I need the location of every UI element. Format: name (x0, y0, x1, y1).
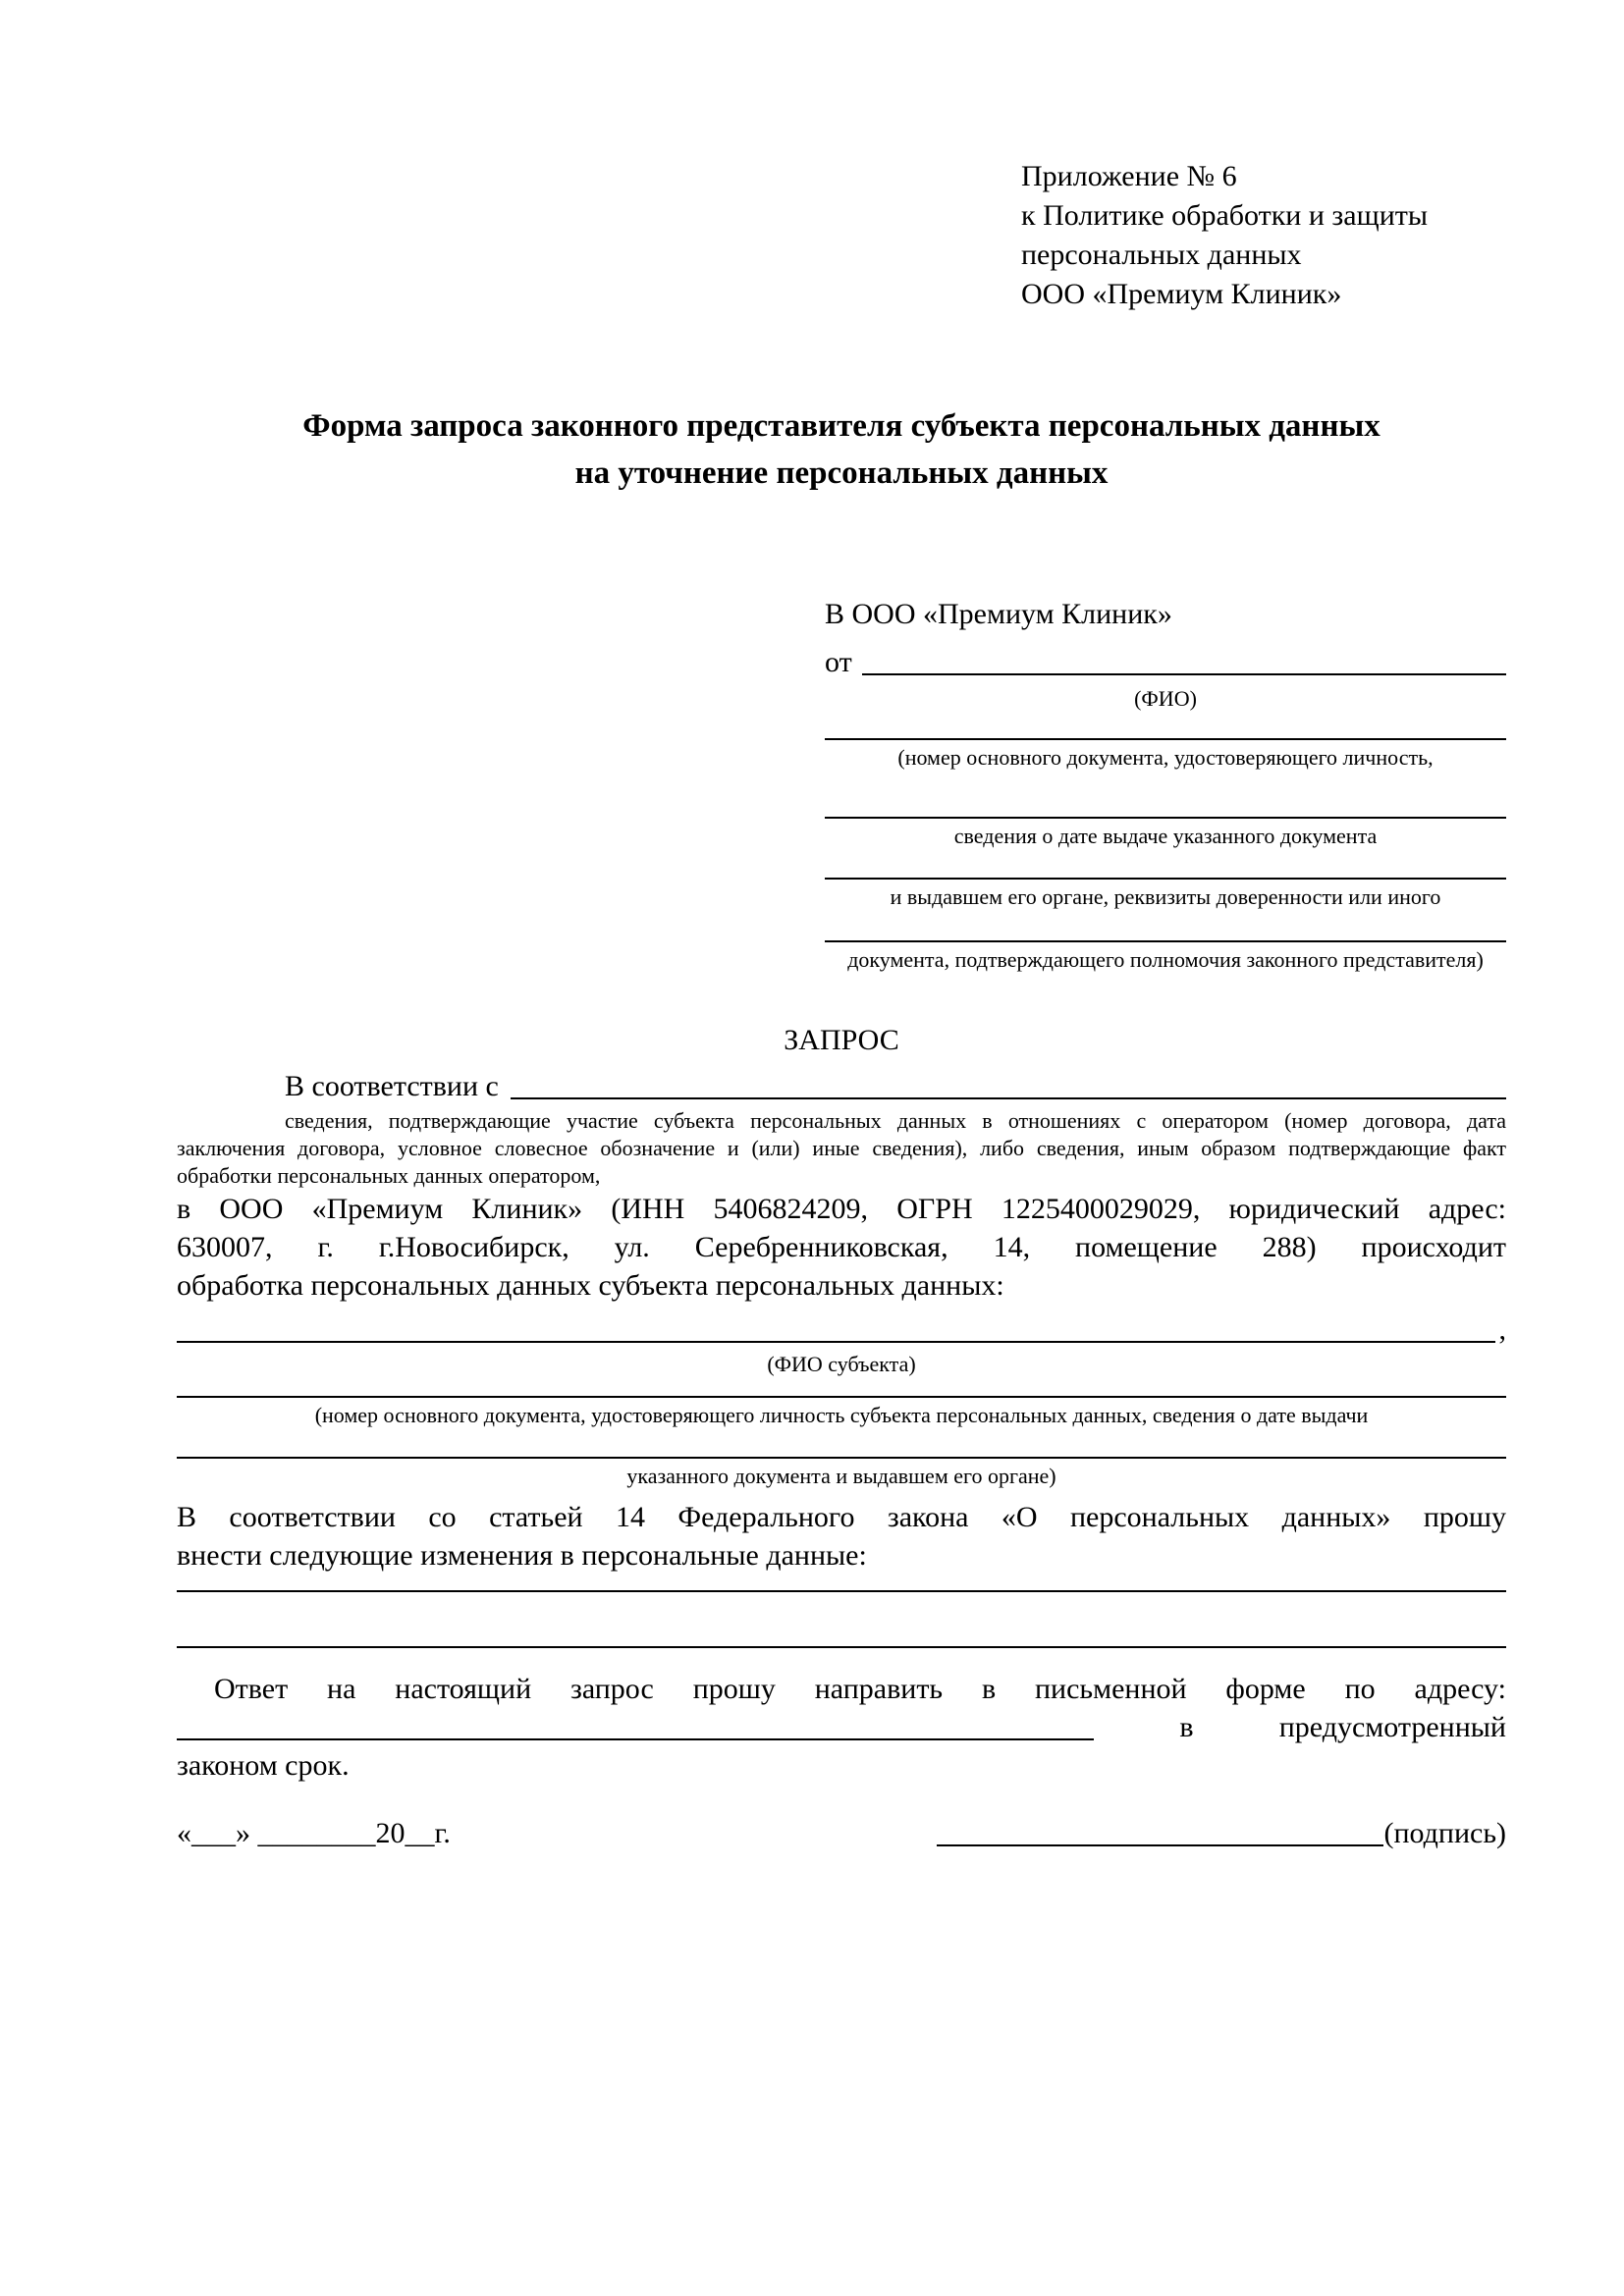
date-line: «___» ________20__г. (177, 1817, 451, 1849)
blank-line-power-of-attorney (825, 940, 1506, 942)
changes-blank-line-1 (177, 1590, 1506, 1592)
answer-word-2: предусмотренный (1278, 1711, 1506, 1743)
subject-document-caption-2: указанного документа и выдавшем его органе) (626, 1464, 1056, 1488)
subject-document-blank-line (177, 1396, 1506, 1398)
appendix-line-2: к Политике обработки и защиты (1021, 199, 1429, 232)
intro-caption-line-2: заключения договора, условное словесное обозначение и (или) иные сведения), либо сведения, иным образом подтверждающие факт (177, 1136, 1506, 1160)
document-number-caption: (номер основного документа, удостоверяющего личность, (897, 745, 1434, 770)
addressee-organization: В ООО «Премиум Клиник» (825, 598, 1172, 630)
from-label: от (825, 646, 852, 678)
blank-line-issuing-authority (825, 878, 1506, 880)
appendix-line-4: ООО «Премиум Клиник» (1021, 278, 1342, 310)
intro-caption-line-3: обработки персональных данных оператором, (177, 1163, 601, 1188)
request-heading: ЗАПРОС (784, 1024, 899, 1056)
intro-row (177, 1067, 1506, 1105)
signature-caption: (подпись) (1383, 1817, 1506, 1849)
trailing-comma: , (1498, 1313, 1506, 1346)
addressee-block (825, 595, 1506, 974)
intro-caption-line-1: сведения, подтверждающие участие субъекта персональных данных в отношениях с оператором (номер договора, дата (285, 1108, 1506, 1133)
answer-line-1: Ответ на настоящий запрос прошу направить в письменной форме по адресу: (214, 1673, 1506, 1705)
law-paragraph (177, 1498, 1506, 1575)
document-title (177, 402, 1506, 497)
law-line-1: В соответствии со статьей 14 Федерального закона «О персональных данных» прошу (177, 1501, 1506, 1533)
title-line-1: Форма запроса законного представителя субъекта персональных данных (302, 408, 1380, 444)
issue-date-caption: сведения о дате выдаче указанного документа (953, 824, 1378, 848)
intro-caption (177, 1107, 1506, 1190)
appendix-header (1021, 157, 1506, 314)
issuing-authority-caption: и выдавшем его органе, реквизиты доверенности или иного (890, 884, 1441, 909)
intro-blank-line (511, 1097, 1506, 1099)
footer-row (177, 1814, 1506, 1852)
blank-line-document-number (825, 738, 1506, 740)
operator-line-3: обработка персональных данных субъекта персональных данных: (177, 1269, 1004, 1302)
address-blank-line (177, 1738, 1094, 1740)
subject-fio-caption: (ФИО субъекта) (767, 1352, 916, 1376)
changes-blank-line-2 (177, 1646, 1506, 1648)
subject-fio-row (177, 1310, 1506, 1349)
blank-line-issue-date (825, 817, 1506, 819)
appendix-line-1: Приложение № 6 (1021, 160, 1237, 192)
signature-block (937, 1814, 1506, 1852)
answer-address-row (177, 1708, 1506, 1746)
power-of-attorney-caption: документа, подтверждающего полномочия законного представителя) (847, 947, 1484, 972)
signature-blank-line (937, 1844, 1383, 1846)
answer-word-1: в (1179, 1711, 1194, 1743)
intro-label: В соответствии с (285, 1070, 499, 1102)
from-blank-line (862, 673, 1506, 675)
subject-document-blank-line-2 (177, 1457, 1506, 1459)
from-row (825, 643, 1506, 681)
operator-line-2: 630007, г. г.Новосибирск, ул. Серебренниковская, 14, помещение 288) происходит (177, 1231, 1506, 1263)
answer-line-3: законом срок. (177, 1749, 350, 1782)
subject-document-caption: (номер основного документа, удостоверяющего личность субъекта персональных данных, сведения о дате выдачи (314, 1403, 1369, 1427)
answer-paragraph (177, 1670, 1506, 1785)
fio-caption: (ФИО) (1134, 686, 1197, 711)
law-line-2: внести следующие изменения в персональные данные: (177, 1539, 867, 1572)
title-line-2: на уточнение персональных данных (574, 455, 1109, 491)
appendix-line-3: персональных данных (1021, 239, 1302, 271)
operator-line-1: в ООО «Премиум Клиник» (ИНН 5406824209, ОГРН 1225400029029, юридический адрес: (177, 1193, 1506, 1225)
operator-paragraph (177, 1190, 1506, 1305)
subject-fio-blank-line (177, 1341, 1495, 1343)
